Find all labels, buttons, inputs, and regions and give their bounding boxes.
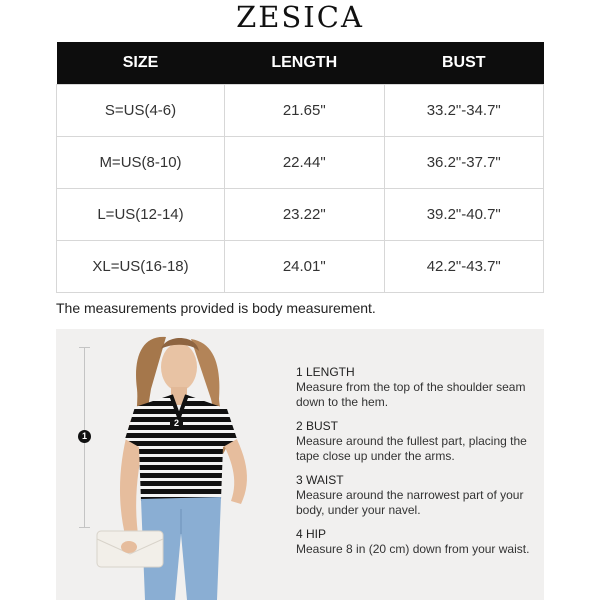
cell-length: 24.01" (225, 241, 385, 293)
brand-logo: ZESICA (236, 0, 364, 34)
step-waist (296, 473, 541, 518)
measurement-steps (296, 365, 541, 566)
step-description: Measure 8 in (20 cm) down from your waist. (296, 542, 530, 556)
cell-bust: 42.2"-43.7" (384, 241, 544, 293)
step-title: 1 LENGTH (296, 365, 355, 379)
cell-bust: 36.2"-37.7" (384, 137, 544, 189)
step-description: Measure around the narrowest part of your body, under your navel. (296, 488, 524, 517)
table-row (57, 137, 544, 189)
step-title: 3 WAIST (296, 473, 344, 487)
table-row (57, 241, 544, 293)
size-chart-table (56, 42, 544, 293)
cell-bust: 39.2"-40.7" (384, 189, 544, 241)
table-header-row (57, 42, 544, 85)
step-hip (296, 527, 541, 557)
step-description: Measure around the fullest part, placing the tape close up under the arms. (296, 434, 527, 463)
cell-size: XL=US(16-18) (57, 241, 225, 293)
table-row (57, 189, 544, 241)
table-row (57, 85, 544, 137)
header-bust: BUST (384, 42, 544, 85)
step-description: Measure from the top of the shoulder seam down to the hem. (296, 380, 526, 409)
bust-marker: 2 (170, 417, 183, 430)
cell-length: 23.22" (225, 189, 385, 241)
header-length: LENGTH (225, 42, 385, 85)
step-title: 4 HIP (296, 527, 327, 541)
cell-bust: 33.2"-34.7" (384, 85, 544, 137)
cell-length: 21.65" (225, 85, 385, 137)
length-marker: 1 (78, 430, 91, 443)
step-bust (296, 419, 541, 464)
header-size: SIZE (57, 42, 225, 85)
cell-length: 22.44" (225, 137, 385, 189)
cell-size: L=US(12-14) (57, 189, 225, 241)
step-title: 2 BUST (296, 419, 339, 433)
measurement-guide-panel (56, 329, 544, 600)
measurement-note: The measurements provided is body measurement. (56, 300, 376, 316)
step-length (296, 365, 541, 410)
model-illustration (71, 329, 281, 600)
cell-size: M=US(8-10) (57, 137, 225, 189)
cell-size: S=US(4-6) (57, 85, 225, 137)
